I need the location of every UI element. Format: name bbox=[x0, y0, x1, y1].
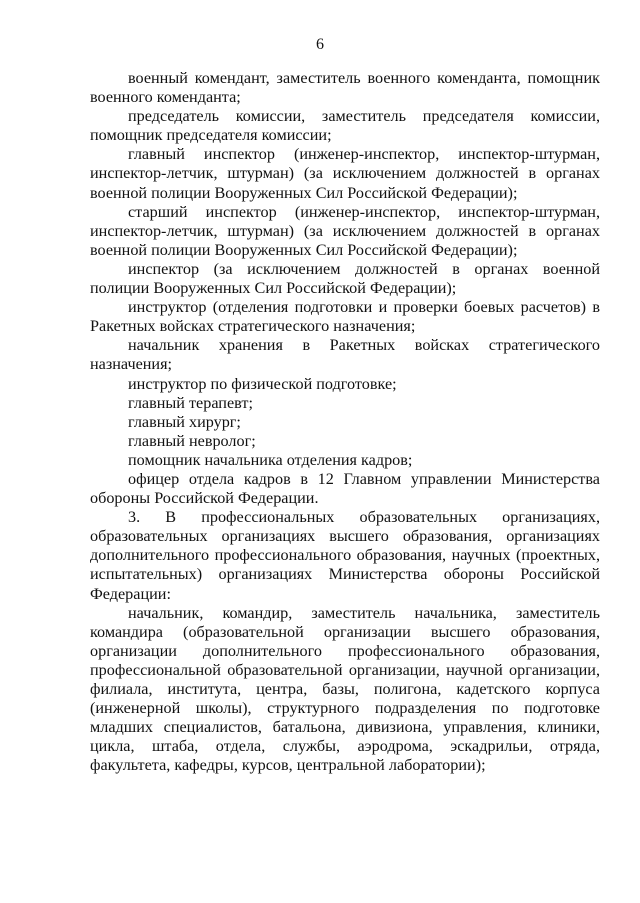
paragraph: начальник, командир, заместитель начальника, заместитель командира (образовательной организации высшего образования, организации дополнительного профессионального образования, профессиональной образовательной организации, научной организации, филиала, института, центра, базы, полигона, кадетского корпуса (инженерной школы), структурного подразделения по подготовке младших специалистов, батальона, дивизиона, управления, клиники, цикла, штаба, отдела, службы, аэродрома, эскадрильи, отряда, факультета, кафедры, курсов, центральной лаборатории); bbox=[90, 603, 600, 775]
paragraph: инструктор по физической подготовке; bbox=[128, 374, 397, 393]
section-heading-paragraph: 3. В профессиональных образовательных организациях, образовательных организациях высшего образования, организациях дополнительного профессионального образования, научных (проектных, испытательных) организациях Министерства обороны Российской Федерации: bbox=[90, 508, 600, 603]
paragraph: инспектор (за исключением должностей в органах военной полиции Вооруженных Сил Российской Федерации); bbox=[90, 259, 600, 298]
document-body bbox=[90, 69, 600, 775]
paragraph: помощник начальника отделения кадров; bbox=[128, 450, 413, 469]
paragraph: главный невролог; bbox=[128, 431, 256, 450]
paragraph: председатель комиссии, заместитель председателя комиссии, помощник председателя комиссии; bbox=[90, 107, 600, 145]
paragraph: офицер отдела кадров в 12 Главном управлении Министерства обороны Российской Федерации. bbox=[90, 469, 600, 508]
paragraph: главный хирург; bbox=[128, 412, 241, 431]
paragraph: начальник хранения в Ракетных войсках стратегического назначения; bbox=[90, 336, 600, 374]
paragraph: главный инспектор (инженер-инспектор, инспектор-штурман, инспектор-летчик, штурман) (за исключением должностей в органах военной полиции Вооруженных Сил Российской Федерации); bbox=[90, 145, 600, 202]
paragraph: старший инспектор (инженер-инспектор, инспектор-штурман, инспектор-летчик, штурман) (за исключением должностей в органах военной полиции Вооруженных Сил Российской Федерации); bbox=[90, 202, 600, 259]
page-number: 6 bbox=[316, 36, 324, 53]
paragraph: главный терапевт; bbox=[128, 393, 253, 412]
paragraph: военный комендант, заместитель военного коменданта, помощник военного коменданта; bbox=[90, 69, 600, 107]
paragraph: инструктор (отделения подготовки и проверки боевых расчетов) в Ракетных войсках стратегического назначения; bbox=[90, 298, 600, 336]
